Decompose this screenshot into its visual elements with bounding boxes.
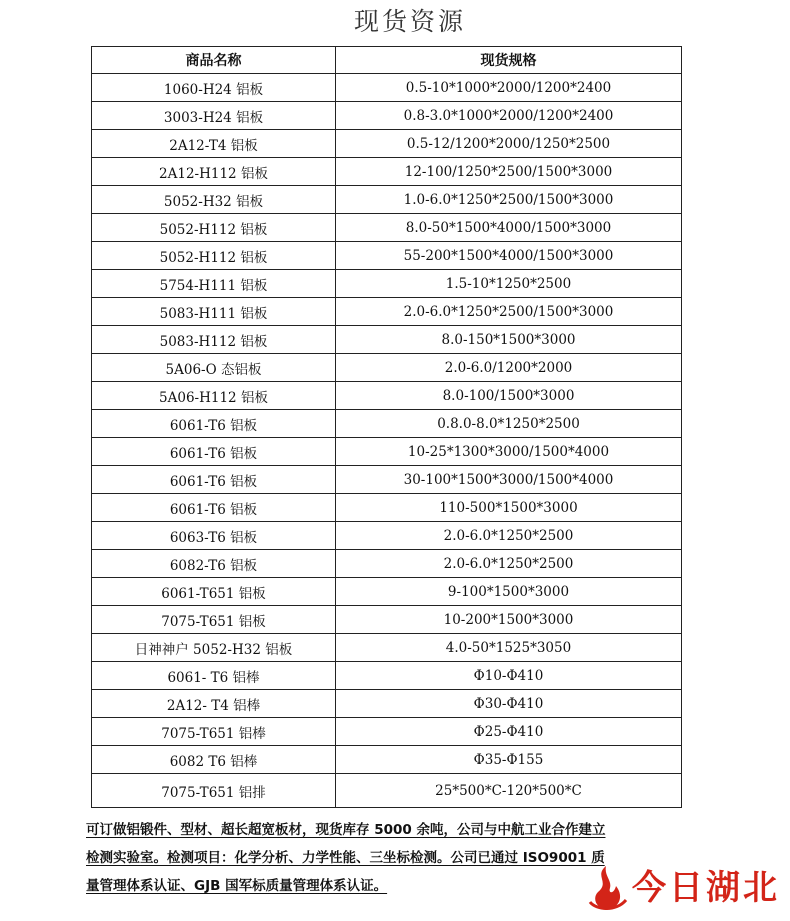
product-name-cell: 3003-H24 铝板 [92,102,336,130]
spec-cell: 0.5-10*1000*2000/1200*2400 [336,74,682,102]
spec-cell: Φ25-Φ410 [336,718,682,746]
product-name-cell: 6061-T6 铝板 [92,438,336,466]
product-name-cell: 5A06-O 态铝板 [92,354,336,382]
table-row [92,298,682,326]
table-row [92,270,682,298]
product-name-cell: 6061-T6 铝板 [92,494,336,522]
table-row [92,186,682,214]
product-name-cell: 7075-T651 铝板 [92,606,336,634]
product-name-cell: 7075-T651 铝棒 [92,718,336,746]
product-name-cell: 6061- T6 铝棒 [92,662,336,690]
spec-cell: 10-25*1300*3000/1500*4000 [336,438,682,466]
product-name-cell: 5052-H112 铝板 [92,214,336,242]
table-row [92,718,682,746]
page-title: 现货资源 [353,7,466,36]
table-row [92,214,682,242]
spec-cell: Φ35-Φ155 [336,746,682,774]
spec-cell: 0.5-12/1200*2000/1250*2500 [336,130,682,158]
table-row [92,410,682,438]
spec-cell: 12-100/1250*2500/1500*3000 [336,158,682,186]
spec-cell: 8.0-100/1500*3000 [336,382,682,410]
product-name-cell: 5A06-H112 铝板 [92,382,336,410]
table-row [92,690,682,718]
description-line: 量管理体系认证、GJB 国军标质量管理体系认证。 [86,878,388,894]
table-row [92,634,682,662]
stock-table [91,46,682,808]
spec-cell: 10-200*1500*3000 [336,606,682,634]
table-row [92,130,682,158]
table-row [92,494,682,522]
spec-cell: 2.0-6.0*1250*2500 [336,522,682,550]
spec-cell: 2.0-6.0/1200*2000 [336,354,682,382]
spec-cell: 110-500*1500*3000 [336,494,682,522]
product-name-cell: 6061-T651 铝板 [92,578,336,606]
spec-cell: Φ10-Φ410 [336,662,682,690]
table-row [92,466,682,494]
product-name-cell: 2A12-T4 铝板 [92,130,336,158]
table-row [92,606,682,634]
spec-cell: 25*500*C-120*500*C [336,774,682,808]
product-name-cell: 6061-T6 铝板 [92,410,336,438]
table-row [92,438,682,466]
product-name-cell: 6082 T6 铝棒 [92,746,336,774]
spec-cell: 2.0-6.0*1250*2500/1500*3000 [336,298,682,326]
product-name-cell: 1060-H24 铝板 [92,74,336,102]
header-spec: 现货规格 [336,47,682,74]
spec-cell: 0.8.0-8.0*1250*2500 [336,410,682,438]
table-row [92,522,682,550]
table-row [92,102,682,130]
product-name-cell: 2A12-H112 铝板 [92,158,336,186]
product-name-cell: 2A12- T4 铝棒 [92,690,336,718]
product-name-cell: 6061-T6 铝板 [92,466,336,494]
table-row [92,74,682,102]
table-row [92,578,682,606]
product-name-cell: 5754-H111 铝板 [92,270,336,298]
table-row [92,354,682,382]
spec-cell: Φ30-Φ410 [336,690,682,718]
spec-cell: 0.8-3.0*1000*2000/1200*2400 [336,102,682,130]
table-row [92,662,682,690]
table-row [92,242,682,270]
product-name-cell: 6063-T6 铝板 [92,522,336,550]
spec-cell: 8.0-150*1500*3000 [336,326,682,354]
table-row [92,158,682,186]
product-name-cell: 5083-H112 铝板 [92,326,336,354]
product-name-cell: 5083-H111 铝板 [92,298,336,326]
spec-cell: 4.0-50*1525*3050 [336,634,682,662]
table-row [92,550,682,578]
flame-icon [580,862,632,914]
watermark-text: 今日湖北 [632,868,780,908]
table-row [92,746,682,774]
table-body [92,74,682,808]
spec-cell: 55-200*1500*4000/1500*3000 [336,242,682,270]
product-name-cell: 7075-T651 铝排 [92,774,336,808]
spec-cell: 8.0-50*1500*4000/1500*3000 [336,214,682,242]
table-row [92,326,682,354]
table-row [92,382,682,410]
product-name-cell: 6082-T6 铝板 [92,550,336,578]
spec-cell: 1.5-10*1250*2500 [336,270,682,298]
spec-cell: 2.0-6.0*1250*2500 [336,550,682,578]
spec-cell: 9-100*1500*3000 [336,578,682,606]
description-line: 检测实验室。检测项目：化学分析、力学性能、三坐标检测。公司已通过 ISO9001 质 [86,850,605,866]
spec-cell: 1.0-6.0*1250*2500/1500*3000 [336,186,682,214]
watermark-logo [580,862,780,914]
header-product-name: 商品名称 [92,47,336,74]
description-line: 可订做铝锻件、型材、超长超宽板材，现货库存 5000 余吨，公司与中航工业合作建立 [86,822,606,838]
product-name-cell: 5052-H32 铝板 [92,186,336,214]
table-header-row [92,47,682,74]
table-row [92,774,682,808]
product-name-cell: 5052-H112 铝板 [92,242,336,270]
spec-cell: 30-100*1500*3000/1500*4000 [336,466,682,494]
product-name-cell: 日神神户 5052-H32 铝板 [92,634,336,662]
